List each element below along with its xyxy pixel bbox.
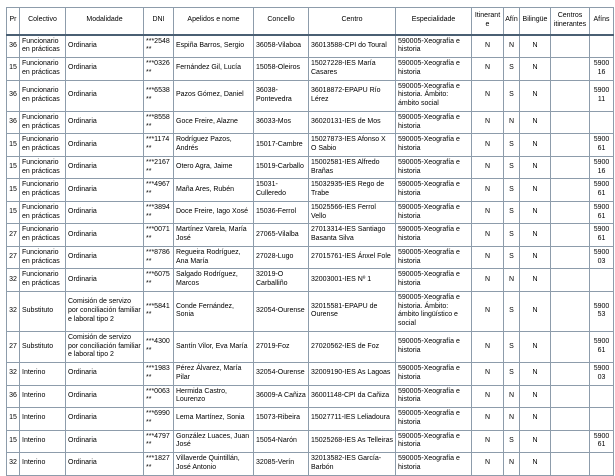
cell-pr: 32: [7, 363, 20, 386]
cell-afin: S: [504, 291, 520, 331]
cell-especialidade: 590005-Xeografía e historia: [396, 269, 472, 292]
cell-concello: 36009-A Cañiza: [254, 385, 309, 408]
cell-concello: 15058-Oleiros: [254, 58, 309, 81]
table-row: [7, 179, 614, 202]
table-row: [7, 58, 614, 81]
table-row: [7, 408, 614, 431]
column-header-apelidos-nome: Apelidos e nome: [174, 8, 254, 35]
cell-centros-itinerantes: [551, 331, 590, 362]
cell-modalidade: Ordinaria: [66, 430, 144, 453]
cell-itinerante: N: [472, 331, 504, 362]
cell-pr: 32: [7, 291, 20, 331]
cell-itinerante: N: [472, 179, 504, 202]
cell-dni: ***5841**: [144, 291, 174, 331]
column-header-afin: Afín: [504, 8, 520, 35]
cell-afin: N: [504, 111, 520, 134]
cell-colectivo: Funcionario en prácticas: [20, 269, 66, 292]
cell-afins: [590, 35, 614, 58]
cell-pr: 36: [7, 80, 20, 111]
cell-itinerante: N: [472, 269, 504, 292]
cell-apelidos-nome: Goce Freire, Alazne: [174, 111, 254, 134]
table-row: [7, 269, 614, 292]
cell-itinerante: N: [472, 246, 504, 269]
cell-especialidade: 590005-Xeografía e historia: [396, 385, 472, 408]
cell-afin: S: [504, 246, 520, 269]
cell-centro: 36020131-IES de Mos: [309, 111, 396, 134]
cell-afins: 590061: [590, 201, 614, 224]
cell-colectivo: Funcionario en prácticas: [20, 58, 66, 81]
cell-especialidade: 590005-Xeografía e historia: [396, 111, 472, 134]
table-row: [7, 80, 614, 111]
cell-apelidos-nome: Fernández Gil, Lucía: [174, 58, 254, 81]
cell-pr: 15: [7, 201, 20, 224]
cell-pr: 36: [7, 35, 20, 58]
cell-dni: ***2167**: [144, 156, 174, 179]
cell-centros-itinerantes: [551, 291, 590, 331]
cell-colectivo: Funcionario en prácticas: [20, 246, 66, 269]
cell-afins: [590, 111, 614, 134]
cell-apelidos-nome: Hermida Castro, Lourenzo: [174, 385, 254, 408]
table-row: [7, 246, 614, 269]
cell-afins: [590, 269, 614, 292]
cell-pr: 15: [7, 156, 20, 179]
cell-centro: 15025268-IES As Telleiras: [309, 430, 396, 453]
cell-especialidade: 590005-Xeografía e historia: [396, 430, 472, 453]
cell-centros-itinerantes: [551, 430, 590, 453]
cell-modalidade: Ordinaria: [66, 246, 144, 269]
cell-centro: 15027228-IES María Casares: [309, 58, 396, 81]
cell-centros-itinerantes: [551, 35, 590, 58]
cell-bilingue: N: [520, 291, 551, 331]
table-row: [7, 453, 614, 476]
cell-centro: 15025566-IES Ferrol Vello: [309, 201, 396, 224]
cell-afin: S: [504, 224, 520, 247]
column-header-concello: Concello: [254, 8, 309, 35]
cell-colectivo: Interino: [20, 385, 66, 408]
cell-especialidade: 590005-Xeografía e historia. Ámbito: ámbito lingüístico e social: [396, 291, 472, 331]
cell-afins: [590, 453, 614, 476]
cell-apelidos-nome: Regueira Rodríguez, Ana María: [174, 246, 254, 269]
cell-colectivo: Funcionario en prácticas: [20, 111, 66, 134]
cell-itinerante: N: [472, 201, 504, 224]
cell-modalidade: Ordinaria: [66, 134, 144, 157]
table-row: [7, 291, 614, 331]
cell-bilingue: N: [520, 363, 551, 386]
cell-apelidos-nome: Villaverde Quintillán, José Antonio: [174, 453, 254, 476]
table-row: [7, 430, 614, 453]
cell-centro: 15027711-IES Leliadoura: [309, 408, 396, 431]
cell-pr: 36: [7, 111, 20, 134]
cell-centro: 36013588-CPI do Toural: [309, 35, 396, 58]
cell-bilingue: N: [520, 134, 551, 157]
cell-especialidade: 590005-Xeografía e historia: [396, 201, 472, 224]
cell-afin: N: [504, 385, 520, 408]
cell-dni: ***2548**: [144, 35, 174, 58]
cell-dni: ***6990**: [144, 408, 174, 431]
cell-especialidade: 590005-Xeografía e historia: [396, 453, 472, 476]
cell-centro: 27013314-IES Santiago Basanta Silva: [309, 224, 396, 247]
cell-centros-itinerantes: [551, 408, 590, 431]
cell-afin: S: [504, 80, 520, 111]
cell-afin: N: [504, 408, 520, 431]
cell-dni: ***6075**: [144, 269, 174, 292]
cell-concello: 15019-Carballo: [254, 156, 309, 179]
cell-afins: [590, 385, 614, 408]
cell-concello: 32019-O Carballiño: [254, 269, 309, 292]
cell-modalidade: Ordinaria: [66, 201, 144, 224]
cell-centros-itinerantes: [551, 179, 590, 202]
cell-centros-itinerantes: [551, 201, 590, 224]
cell-itinerante: N: [472, 58, 504, 81]
column-header-modalidade: Modalidade: [66, 8, 144, 35]
cell-colectivo: Funcionario en prácticas: [20, 224, 66, 247]
cell-pr: 27: [7, 246, 20, 269]
cell-afins: 590003: [590, 246, 614, 269]
column-header-centro: Centro: [309, 8, 396, 35]
cell-concello: 15054-Narón: [254, 430, 309, 453]
cell-itinerante: N: [472, 385, 504, 408]
cell-modalidade: Ordinaria: [66, 453, 144, 476]
table-row: [7, 111, 614, 134]
cell-afins: 590003: [590, 363, 614, 386]
column-header-especialidade: Especialidade: [396, 8, 472, 35]
cell-pr: 15: [7, 58, 20, 81]
column-header-bilingue: Bilingüe: [520, 8, 551, 35]
column-header-pr: Pr: [7, 8, 20, 35]
cell-bilingue: N: [520, 408, 551, 431]
cell-apelidos-nome: Conde Fernández, Sonia: [174, 291, 254, 331]
cell-afin: N: [504, 453, 520, 476]
cell-colectivo: Interino: [20, 408, 66, 431]
table-row: [7, 331, 614, 362]
cell-centro: 15027873-IES Afonso X O Sabio: [309, 134, 396, 157]
cell-centros-itinerantes: [551, 453, 590, 476]
cell-modalidade: Ordinaria: [66, 224, 144, 247]
cell-itinerante: N: [472, 408, 504, 431]
cell-afins: 590053: [590, 291, 614, 331]
cell-modalidade: Ordinaria: [66, 111, 144, 134]
column-header-colectivo: Colectivo: [20, 8, 66, 35]
cell-especialidade: 590005-Xeografía e historia: [396, 408, 472, 431]
cell-modalidade: Ordinaria: [66, 385, 144, 408]
cell-dni: ***4967**: [144, 179, 174, 202]
cell-centros-itinerantes: [551, 156, 590, 179]
cell-colectivo: Funcionario en prácticas: [20, 80, 66, 111]
cell-concello: 36033-Mos: [254, 111, 309, 134]
cell-bilingue: N: [520, 331, 551, 362]
cell-itinerante: N: [472, 291, 504, 331]
cell-especialidade: 590005-Xeografía e historia: [396, 35, 472, 58]
cell-modalidade: Ordinaria: [66, 80, 144, 111]
cell-concello: 27028-Lugo: [254, 246, 309, 269]
cell-itinerante: N: [472, 363, 504, 386]
cell-afins: 590016: [590, 156, 614, 179]
cell-bilingue: N: [520, 35, 551, 58]
cell-modalidade: Comisión de servizo por conciliación familiar e laboral tipo 2: [66, 331, 144, 362]
cell-bilingue: N: [520, 224, 551, 247]
cell-afin: N: [504, 269, 520, 292]
cell-afin: S: [504, 363, 520, 386]
table-row: [7, 224, 614, 247]
cell-bilingue: N: [520, 58, 551, 81]
cell-centro: 32013582-IES García-Barbón: [309, 453, 396, 476]
column-header-centros-itinerantes: Centros itinerantes: [551, 8, 590, 35]
cell-dni: ***6538**: [144, 80, 174, 111]
cell-itinerante: N: [472, 111, 504, 134]
cell-centro: 32015581-EPAPU de Ourense: [309, 291, 396, 331]
cell-centros-itinerantes: [551, 246, 590, 269]
assignments-table: [6, 7, 614, 476]
cell-dni: ***4300**: [144, 331, 174, 362]
cell-afins: [590, 408, 614, 431]
cell-concello: 15036-Ferrol: [254, 201, 309, 224]
cell-especialidade: 590005-Xeografía e historia: [396, 224, 472, 247]
cell-bilingue: N: [520, 453, 551, 476]
cell-apelidos-nome: González Luaces, Juan José: [174, 430, 254, 453]
cell-centros-itinerantes: [551, 80, 590, 111]
cell-colectivo: Funcionario en prácticas: [20, 35, 66, 58]
cell-modalidade: Ordinaria: [66, 363, 144, 386]
column-header-dni: DNI: [144, 8, 174, 35]
cell-especialidade: 590005-Xeografía e historia: [396, 246, 472, 269]
cell-bilingue: N: [520, 246, 551, 269]
cell-concello: 27065-Vilalba: [254, 224, 309, 247]
cell-centro: 32009190-IES As Lagoas: [309, 363, 396, 386]
cell-pr: 32: [7, 269, 20, 292]
cell-colectivo: Funcionario en prácticas: [20, 201, 66, 224]
cell-concello: 27019-Foz: [254, 331, 309, 362]
cell-colectivo: Interino: [20, 363, 66, 386]
cell-pr: 36: [7, 385, 20, 408]
cell-especialidade: 590005-Xeografía e historia: [396, 134, 472, 157]
cell-bilingue: N: [520, 179, 551, 202]
cell-concello: 15017-Cambre: [254, 134, 309, 157]
cell-bilingue: N: [520, 385, 551, 408]
cell-afins: 590061: [590, 179, 614, 202]
cell-dni: ***4797**: [144, 430, 174, 453]
cell-centros-itinerantes: [551, 111, 590, 134]
cell-bilingue: N: [520, 156, 551, 179]
cell-concello: 15031-Culleredo: [254, 179, 309, 202]
cell-bilingue: N: [520, 80, 551, 111]
cell-colectivo: Funcionario en prácticas: [20, 156, 66, 179]
cell-centro: 36018872-EPAPU Río Lérez: [309, 80, 396, 111]
table-row: [7, 363, 614, 386]
cell-pr: 27: [7, 331, 20, 362]
cell-itinerante: N: [472, 430, 504, 453]
cell-afins: 590061: [590, 430, 614, 453]
header-row: [7, 8, 614, 35]
cell-dni: ***1174**: [144, 134, 174, 157]
cell-modalidade: Ordinaria: [66, 58, 144, 81]
cell-itinerante: N: [472, 35, 504, 58]
cell-afin: S: [504, 134, 520, 157]
cell-modalidade: Comisión de servizo por conciliación familiar e laboral tipo 2: [66, 291, 144, 331]
cell-centros-itinerantes: [551, 58, 590, 81]
cell-afin: N: [504, 35, 520, 58]
cell-itinerante: N: [472, 80, 504, 111]
cell-dni: ***8786**: [144, 246, 174, 269]
cell-itinerante: N: [472, 134, 504, 157]
cell-especialidade: 590005-Xeografía e historia: [396, 179, 472, 202]
cell-pr: 15: [7, 134, 20, 157]
cell-dni: ***0071**: [144, 224, 174, 247]
cell-afins: 590011: [590, 80, 614, 111]
cell-pr: 15: [7, 408, 20, 431]
cell-centro: 15002581-IES Alfredo Brañas: [309, 156, 396, 179]
cell-modalidade: Ordinaria: [66, 179, 144, 202]
cell-apelidos-nome: Pazos Gómez, Daniel: [174, 80, 254, 111]
cell-colectivo: Funcionario en prácticas: [20, 179, 66, 202]
cell-apelidos-nome: Espiña Barros, Sergio: [174, 35, 254, 58]
cell-colectivo: Substituto: [20, 291, 66, 331]
cell-centros-itinerantes: [551, 363, 590, 386]
cell-concello: 15073-Ribeira: [254, 408, 309, 431]
cell-afin: S: [504, 430, 520, 453]
cell-especialidade: 590005-Xeografía e historia: [396, 58, 472, 81]
cell-concello: 32085-Verín: [254, 453, 309, 476]
cell-dni: ***3894**: [144, 201, 174, 224]
cell-especialidade: 590005-Xeografía e historia: [396, 363, 472, 386]
cell-pr: 27: [7, 224, 20, 247]
cell-dni: ***1827**: [144, 453, 174, 476]
table-body: [7, 35, 614, 476]
cell-pr: 15: [7, 179, 20, 202]
cell-centros-itinerantes: [551, 269, 590, 292]
cell-bilingue: N: [520, 201, 551, 224]
cell-afin: S: [504, 179, 520, 202]
cell-afins: 590061: [590, 134, 614, 157]
cell-especialidade: 590005-Xeografía e historia: [396, 331, 472, 362]
cell-apelidos-nome: Doce Freire, Iago Xosé: [174, 201, 254, 224]
column-header-afins: Afíns: [590, 8, 614, 35]
cell-bilingue: N: [520, 430, 551, 453]
cell-modalidade: Ordinaria: [66, 408, 144, 431]
cell-concello: 32054-Ourense: [254, 291, 309, 331]
cell-colectivo: Interino: [20, 430, 66, 453]
cell-concello: 36058-Vilaboa: [254, 35, 309, 58]
cell-apelidos-nome: Santín Vilor, Eva María: [174, 331, 254, 362]
cell-bilingue: N: [520, 111, 551, 134]
cell-concello: 32054-Ourense: [254, 363, 309, 386]
cell-apelidos-nome: Rodríguez Pazos, Andrés: [174, 134, 254, 157]
cell-pr: 15: [7, 430, 20, 453]
cell-afin: S: [504, 201, 520, 224]
cell-modalidade: Ordinaria: [66, 35, 144, 58]
cell-itinerante: N: [472, 453, 504, 476]
cell-itinerante: N: [472, 224, 504, 247]
cell-apelidos-nome: Otero Agra, Jaime: [174, 156, 254, 179]
cell-dni: ***0063**: [144, 385, 174, 408]
cell-dni: ***1983**: [144, 363, 174, 386]
cell-apelidos-nome: Pérez Álvarez, María Pilar: [174, 363, 254, 386]
cell-afin: S: [504, 58, 520, 81]
cell-bilingue: N: [520, 269, 551, 292]
table-row: [7, 35, 614, 58]
cell-especialidade: 590005-Xeografía e historia. Ámbito: ámbito social: [396, 80, 472, 111]
cell-apelidos-nome: Lema Martínez, Sonia: [174, 408, 254, 431]
cell-centro: 15032935-IES Rego de Trabe: [309, 179, 396, 202]
cell-afin: S: [504, 331, 520, 362]
cell-centros-itinerantes: [551, 134, 590, 157]
cell-colectivo: Interino: [20, 453, 66, 476]
cell-centros-itinerantes: [551, 224, 590, 247]
cell-apelidos-nome: Salgado Rodríguez, Marcos: [174, 269, 254, 292]
cell-pr: 32: [7, 453, 20, 476]
cell-afins: 590061: [590, 224, 614, 247]
cell-centro: 36001148-CPI da Cañiza: [309, 385, 396, 408]
cell-afins: 590061: [590, 331, 614, 362]
cell-centro: 27015761-IES Ánxel Fole: [309, 246, 396, 269]
table-row: [7, 385, 614, 408]
cell-itinerante: N: [472, 156, 504, 179]
cell-afins: 590016: [590, 58, 614, 81]
table-row: [7, 156, 614, 179]
cell-concello: 36038-Pontevedra: [254, 80, 309, 111]
table-row: [7, 134, 614, 157]
table-row: [7, 201, 614, 224]
cell-dni: ***0326**: [144, 58, 174, 81]
cell-apelidos-nome: Maña Ares, Rubén: [174, 179, 254, 202]
cell-dni: ***8558**: [144, 111, 174, 134]
cell-colectivo: Funcionario en prácticas: [20, 134, 66, 157]
cell-apelidos-nome: Martínez Varela, María José: [174, 224, 254, 247]
cell-especialidade: 590005-Xeografía e historia: [396, 156, 472, 179]
cell-centro: 27020562-IES de Foz: [309, 331, 396, 362]
cell-colectivo: Substituto: [20, 331, 66, 362]
cell-afin: S: [504, 156, 520, 179]
cell-centros-itinerantes: [551, 385, 590, 408]
cell-modalidade: Ordinaria: [66, 269, 144, 292]
cell-modalidade: Ordinaria: [66, 156, 144, 179]
column-header-itinerante: Itinerante: [472, 8, 504, 35]
cell-centro: 32003001-IES Nº 1: [309, 269, 396, 292]
